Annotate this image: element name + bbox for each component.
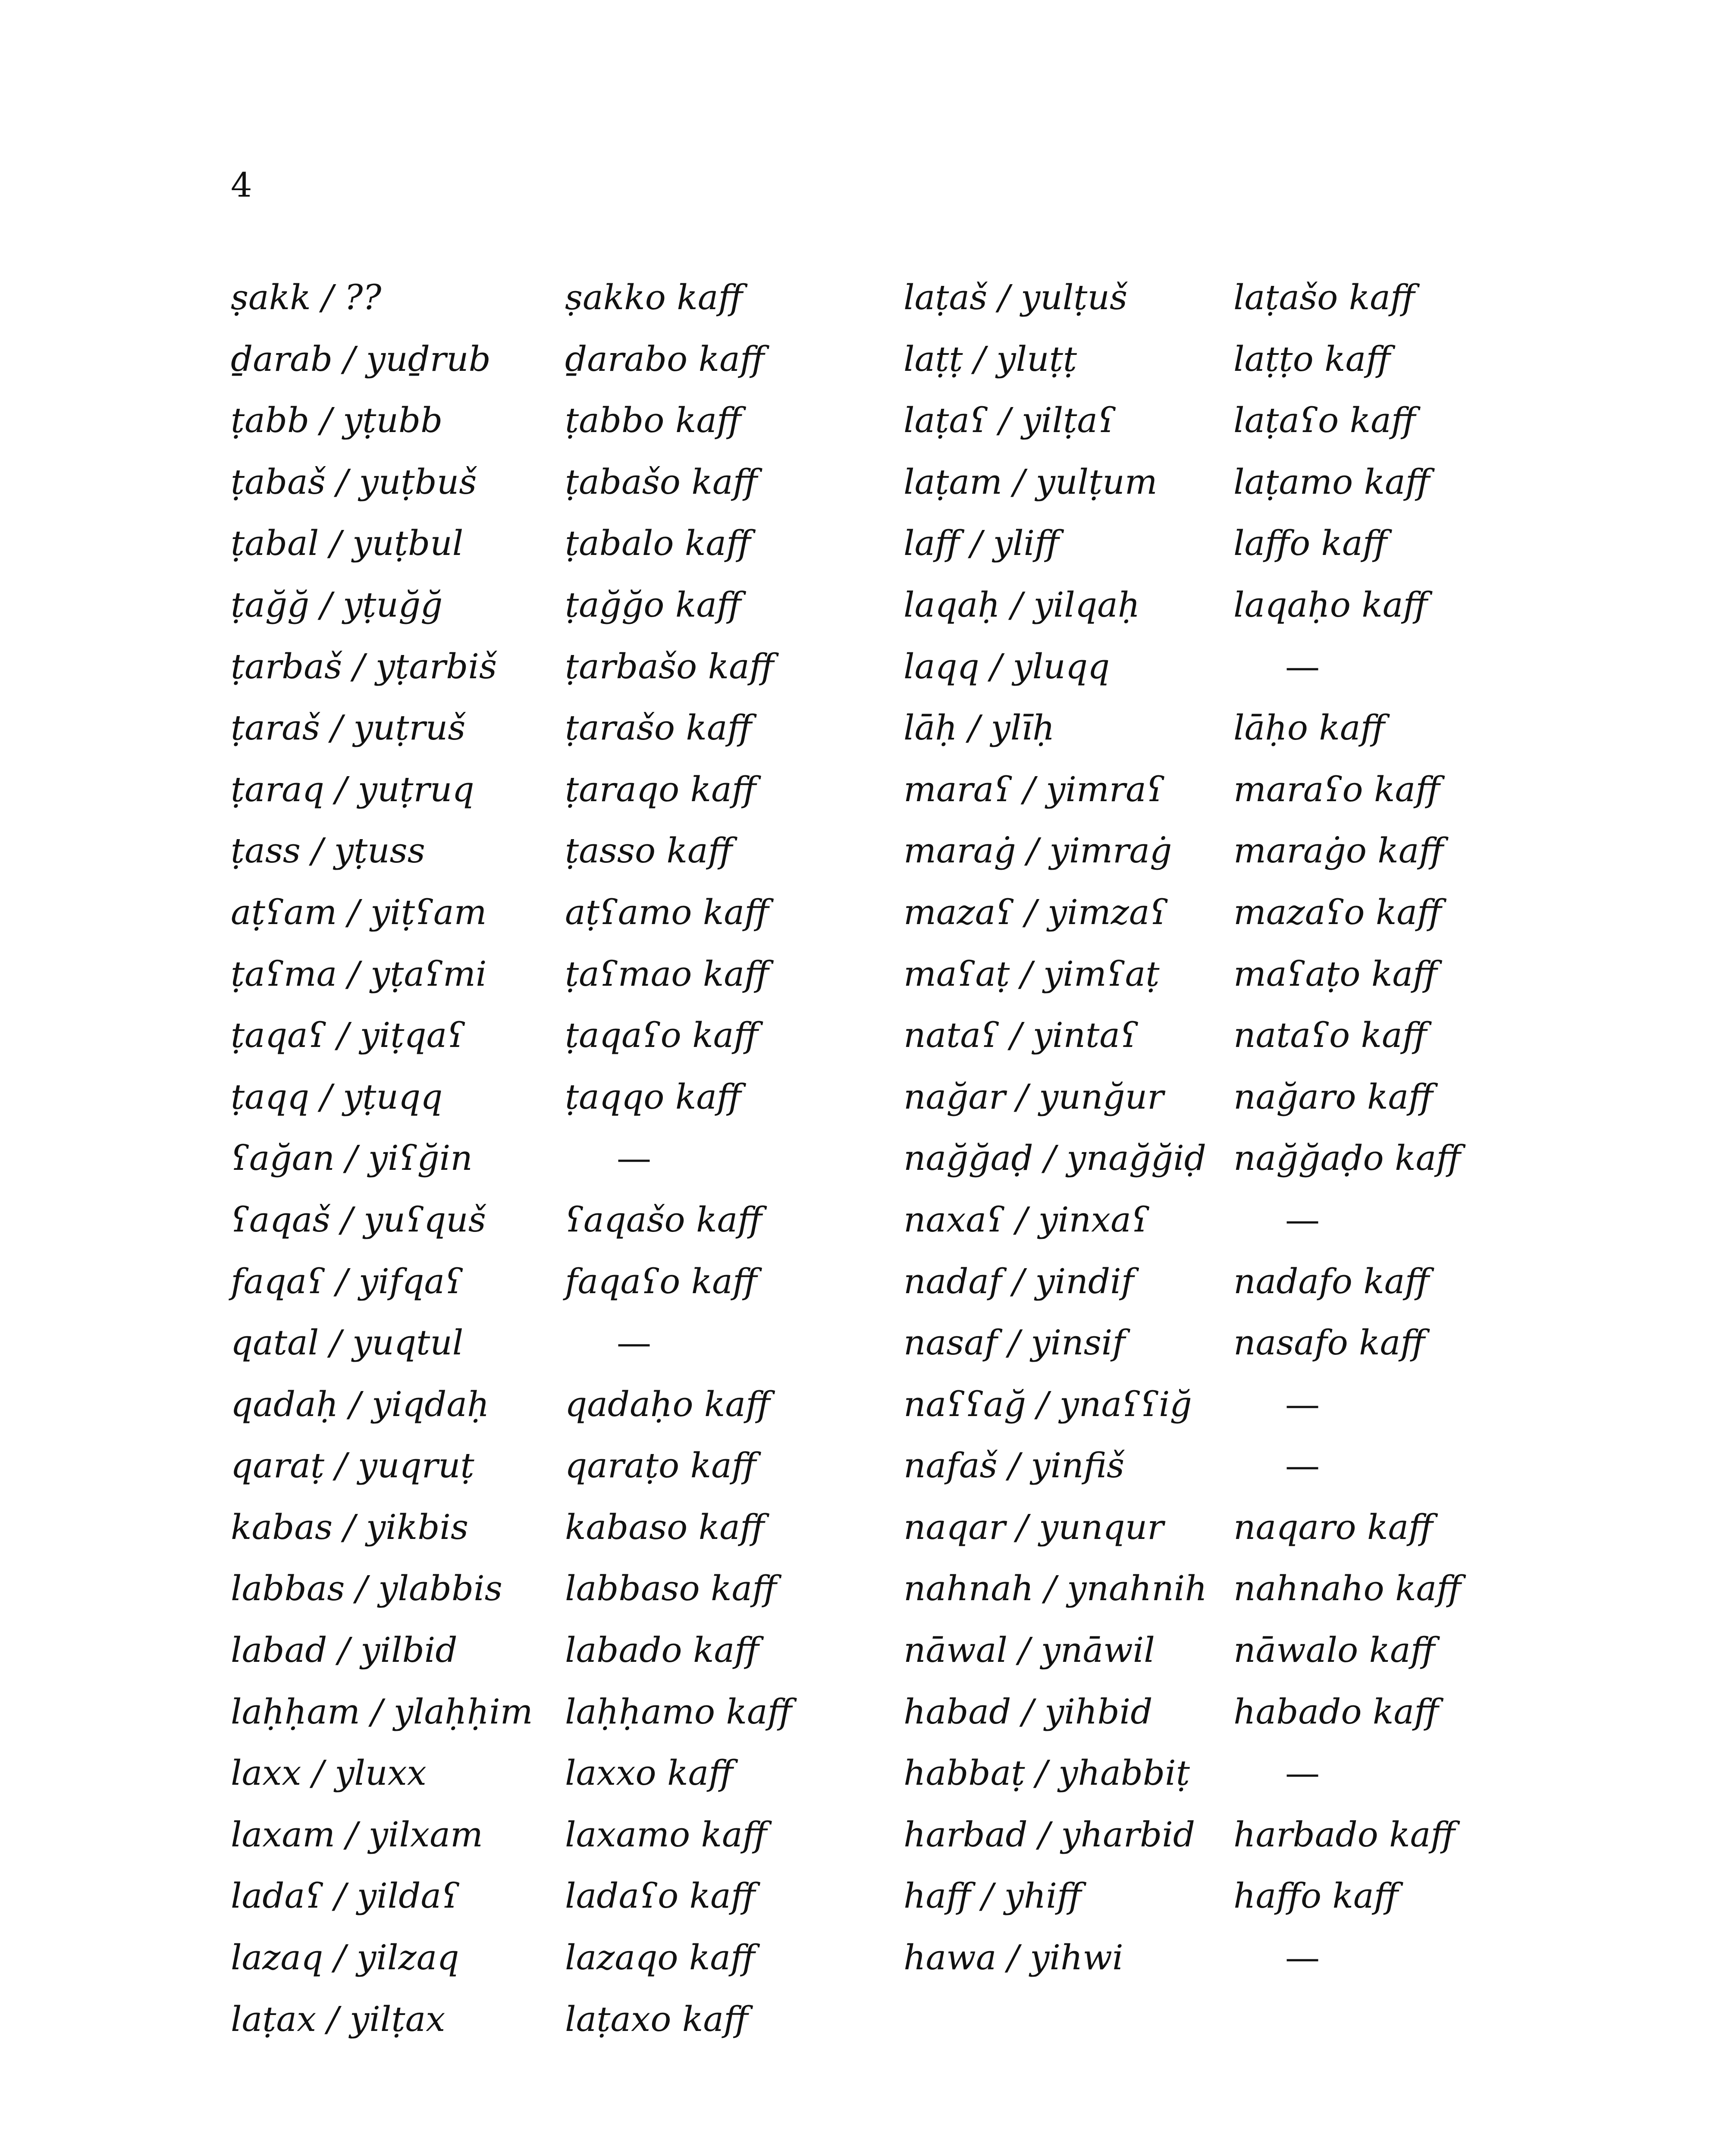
list-item: ʕağan / yiʕğin: [231, 1138, 473, 1178]
list-item: ṭabal / yuṭbul: [231, 523, 464, 564]
list-item: laṭaʕo kaff: [1233, 400, 1416, 441]
list-item: ṭaqaʕo kaff: [565, 1015, 759, 1056]
kaff-phrase-column: [565, 276, 792, 2059]
list-item: lāḥo kaff: [1233, 708, 1385, 748]
list-item: ṭaraq / yuṭruq: [231, 769, 474, 809]
list-item: maʕaṭ / yimʕaṭ: [904, 953, 1160, 994]
list-item: laxamo kaff: [565, 1814, 767, 1855]
list-item: ṭabalo kaff: [565, 523, 751, 564]
list-item: ṭabbo kaff: [565, 400, 741, 441]
list-item: ṭass / yṭuss: [231, 830, 425, 871]
list-item: aṭʕam / yiṭʕam: [231, 892, 487, 932]
list-item: ladaʕo kaff: [565, 1876, 756, 1916]
list-item: maraġ / yimraġ: [904, 830, 1172, 871]
list-item: habad / yihbid: [904, 1691, 1153, 1732]
list-item: labbas / ylabbis: [231, 1568, 502, 1609]
list-item: laxam / yilxam: [231, 1814, 483, 1855]
list-item: laḥḥamo kaff: [565, 1691, 792, 1732]
list-item: ṭaʕma / yṭaʕmi: [231, 953, 487, 994]
list-item: laṭam / yulṭum: [904, 461, 1158, 502]
list-item: nağğaḍo kaff: [1233, 1138, 1461, 1178]
list-item: mazaʕ / yimzaʕ: [904, 892, 1168, 932]
list-item: naxaʕ / yinxaʕ: [904, 1199, 1150, 1240]
list-item: ṭağğ / yṭuğğ: [231, 584, 443, 625]
list-item: laqaḥo kaff: [1233, 584, 1428, 625]
list-item: nağaro kaff: [1233, 1076, 1433, 1117]
list-item: kabas / yikbis: [231, 1507, 469, 1547]
list-item: lazaqo kaff: [565, 1937, 755, 1978]
page-number: 4: [231, 166, 252, 205]
list-item: faqaʕo kaff: [565, 1261, 757, 1301]
list-item: nataʕ / yintaʕ: [904, 1015, 1139, 1056]
verb-column: [904, 276, 1207, 1998]
list-item: haffo kaff: [1233, 1876, 1399, 1916]
list-item: laxxo kaff: [565, 1753, 733, 1793]
list-item: aṭʕamo kaff: [565, 892, 769, 932]
list-item: habado kaff: [1233, 1691, 1439, 1732]
list-item: nağğaḍ / ynağğiḍ: [904, 1138, 1206, 1178]
empty-entry-dash: —: [617, 1322, 651, 1363]
list-item: nağar / yunğur: [904, 1076, 1164, 1117]
list-item: maraġo kaff: [1233, 830, 1444, 871]
list-item: laṭašo kaff: [1233, 277, 1415, 317]
list-item: laṭṭ / yluṭṭ: [904, 338, 1077, 379]
list-item: laḥḥam / ylaḥḥim: [231, 1691, 533, 1732]
empty-entry-dash: —: [1285, 1445, 1320, 1486]
list-item: nahnah / ynahnih: [904, 1568, 1207, 1609]
list-item: ṭasso kaff: [565, 830, 733, 871]
empty-entry-dash: —: [1285, 1937, 1320, 1978]
list-item: ladaʕ / yildaʕ: [231, 1876, 460, 1916]
list-item: ṭaqaʕ / yiṭqaʕ: [231, 1015, 466, 1056]
list-item: ṭarbaš / yṭarbiš: [231, 646, 497, 686]
list-item: habbaṭ / yhabbiṭ: [904, 1753, 1190, 1793]
list-item: nāwalo kaff: [1233, 1630, 1435, 1670]
list-item: faqaʕ / yifqaʕ: [231, 1261, 464, 1301]
list-item: mazaʕo kaff: [1233, 892, 1442, 932]
list-item: qadaḥ / yiqdaḥ: [231, 1384, 489, 1424]
list-item: lāḥ / ylīḥ: [904, 708, 1055, 748]
list-item: laṭaš / yulṭuš: [904, 277, 1128, 317]
list-item: nahnaho kaff: [1233, 1568, 1461, 1609]
verb-column: [231, 276, 533, 2059]
list-item: laṭṭo kaff: [1233, 338, 1391, 379]
list-item: nadafo kaff: [1233, 1261, 1430, 1301]
list-item: ṭaraš / yuṭruš: [231, 708, 466, 748]
list-item: laffo kaff: [1233, 523, 1387, 564]
list-item: harbad / yharbid: [904, 1814, 1195, 1855]
list-item: nasafo kaff: [1233, 1322, 1425, 1363]
empty-entry-dash: —: [1285, 1199, 1320, 1240]
list-item: nataʕo kaff: [1233, 1015, 1427, 1056]
list-item: hawa / yihwi: [904, 1937, 1123, 1978]
list-item: ṭabb / yṭubb: [231, 400, 443, 441]
list-item: harbado kaff: [1233, 1814, 1456, 1855]
list-item: lazaq / yilzaq: [231, 1937, 459, 1978]
list-item: nafaš / yinfiš: [904, 1445, 1125, 1486]
list-item: naʕʕağ / ynaʕʕiğ: [904, 1384, 1192, 1424]
list-item: nasaf / yinsif: [904, 1322, 1125, 1363]
list-item: labbaso kaff: [565, 1568, 777, 1609]
list-item: ṭaʕmao kaff: [565, 953, 769, 994]
list-item: naqaro kaff: [1233, 1507, 1433, 1547]
list-item: laqq / yluqq: [904, 646, 1110, 686]
list-item: laṭax / yilṭax: [231, 1999, 446, 2039]
list-item: ʕaqaš / yuʕquš: [231, 1199, 486, 1240]
list-item: ṭabašo kaff: [565, 461, 758, 502]
list-item: ṭarašo kaff: [565, 708, 752, 748]
list-item: naqar / yunqur: [904, 1507, 1164, 1547]
list-item: laqaḥ / yilqaḥ: [904, 584, 1140, 625]
list-item: kabaso kaff: [565, 1507, 765, 1547]
list-item: labado kaff: [565, 1630, 759, 1670]
list-item: ṭaqqo kaff: [565, 1076, 741, 1117]
list-item: qaraṭo kaff: [565, 1445, 756, 1486]
list-item: ṣakk / ??: [231, 277, 382, 317]
list-item: ṭağğo kaff: [565, 584, 741, 625]
list-item: ḏarabo kaff: [565, 338, 765, 379]
list-item: laṭamo kaff: [1233, 461, 1430, 502]
list-item: ṭaqq / yṭuqq: [231, 1076, 443, 1117]
list-item: ṭabaš / yuṭbuš: [231, 461, 477, 502]
list-item: haff / yhiff: [904, 1876, 1082, 1916]
list-item: ṭarbašo kaff: [565, 646, 774, 686]
list-item: ṣakko kaff: [565, 277, 743, 317]
empty-entry-dash: —: [617, 1138, 651, 1178]
list-item: ṭaraqo kaff: [565, 769, 756, 809]
list-item: maraʕo kaff: [1233, 769, 1440, 809]
list-item: qatal / yuqtul: [231, 1322, 464, 1363]
list-item: qaraṭ / yuqruṭ: [231, 1445, 474, 1486]
list-item: maraʕ / yimraʕ: [904, 769, 1165, 809]
list-item: nadaf / yindif: [904, 1261, 1134, 1301]
empty-entry-dash: —: [1285, 1753, 1320, 1793]
list-item: nāwal / ynāwil: [904, 1630, 1155, 1670]
list-item: laṭaʕ / yilṭaʕ: [904, 400, 1116, 441]
kaff-phrase-column: [1233, 276, 1461, 1998]
empty-entry-dash: —: [1285, 646, 1320, 686]
list-item: ʕaqašo kaff: [565, 1199, 762, 1240]
list-item: laṭaxo kaff: [565, 1999, 748, 2039]
list-item: ḏarab / yuḏrub: [231, 338, 491, 379]
list-item: qadaḥo kaff: [565, 1384, 770, 1424]
list-item: laff / yliff: [904, 523, 1059, 564]
list-item: labad / yilbid: [231, 1630, 458, 1670]
list-item: laxx / yluxx: [231, 1753, 427, 1793]
list-item: maʕaṭo kaff: [1233, 953, 1437, 994]
empty-entry-dash: —: [1285, 1384, 1320, 1424]
